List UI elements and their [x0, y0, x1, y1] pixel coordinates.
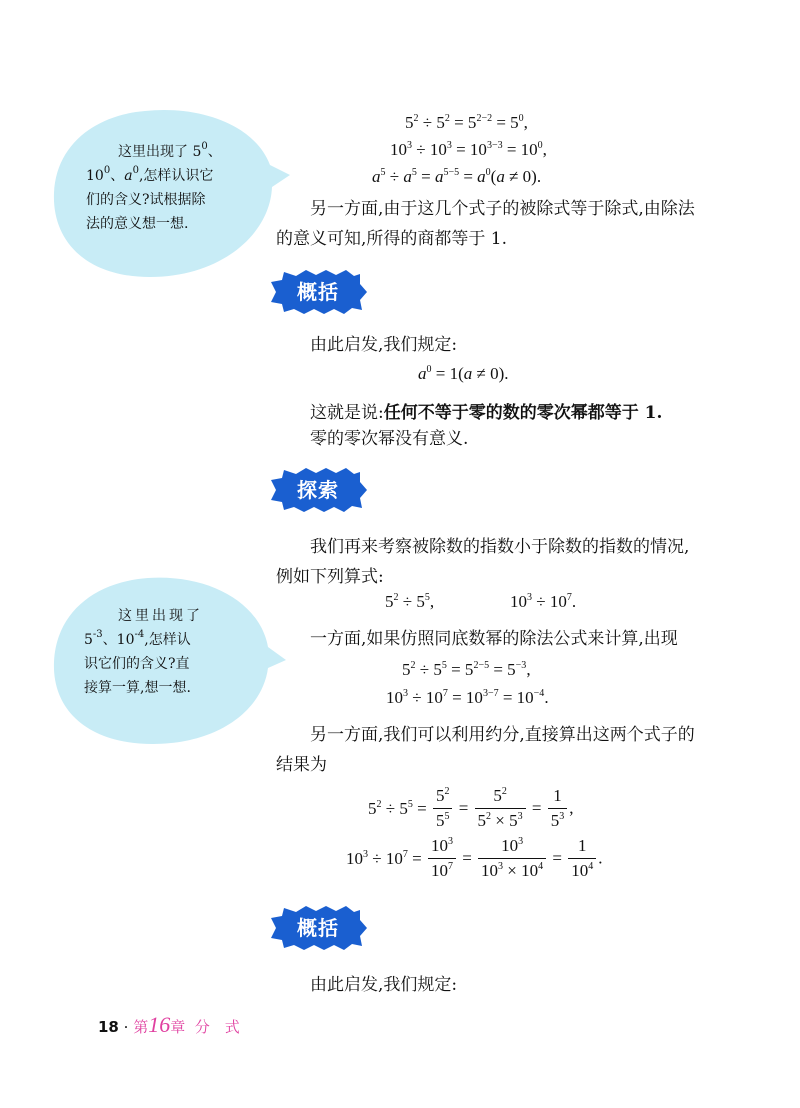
page-footer: 18 · 第16章 分 式 — [98, 1012, 240, 1037]
paragraph-reduction: 另一方面,我们可以利用约分,直接算出这两个式子的结果为 — [276, 725, 695, 775]
statement-zero-zero: 零的零次幂没有意义. — [310, 429, 469, 449]
statement-zero-power: 这就是说:任何不等于零的数的零次幂都等于 1. — [310, 403, 663, 423]
eq3-row-2: $10^3 \div 10^7 = 10^{3-7} = 10^{-4}$. — [386, 688, 549, 707]
fraction: $\frac{5^2}{5^5}$ — [433, 786, 453, 831]
fraction: $\frac{5^2}{5^2 \times 5^3}$ — [475, 786, 526, 831]
rule-intro-2: 由此启发,我们规定: — [310, 975, 458, 995]
badge-summary-1: 概括 — [268, 270, 368, 314]
page-number: 18 — [98, 1018, 119, 1036]
frac-row-1: $5^2 \div 5^5$ = $\frac{5^2}{5^5}$ = $\frac{5^2}{5^2 \times 5^3}$ = $\frac{1}{5^3}$ , — [368, 786, 574, 830]
eq-example-b: $10^3 \div 10^7$. — [510, 592, 577, 611]
fraction: $\frac{10^3}{10^7}$ — [428, 836, 456, 881]
fraction: $\frac{10^3}{10^3 \times 10^4}$ — [478, 836, 546, 881]
eq-example-a: $5^2 \div 5^5$, — [385, 592, 435, 611]
bubble-2-text: 这里出现了 $5^{-3}$、$10^{-4}$,怎样认 识它们的含义?直 接算一算,想一想. — [84, 608, 203, 696]
eq-row-2: $10^3 \div 10^3 = 10^{3-3} = 10^0$, — [390, 140, 547, 159]
badge-summary-2: 概括 — [268, 906, 368, 950]
frac-row-2: $10^3 \div 10^7$ = $\frac{10^3}{10^7}$ = $\frac{10^3}{10^3 \times 10^4}$ = $\frac{1}{10^4}$ . — [346, 836, 603, 880]
fraction: $\frac{1}{5^3}$ — [548, 786, 568, 831]
rule-intro-1: 由此启发,我们规定: — [310, 335, 458, 355]
eq-row-3: $a^5 \div a^5 = a^{5-5} = a^0(a \ne 0)$. — [372, 167, 542, 186]
paragraph-division-meaning: 另一方面,由于这几个式子的被除式等于除式,由除法的意义可知,所得的商都等于 1. — [276, 199, 695, 249]
line-method: 一方面,如果仿照同底数幂的除法公式来计算,出现 — [310, 629, 678, 649]
eq-row-1: $5^2 \div 5^2 = 5^{2-2} = 5^0$, — [405, 113, 528, 132]
chapter-label: 第16章 分 式 — [133, 1012, 240, 1037]
fraction: $\frac{1}{10^4}$ — [568, 836, 596, 881]
bubble-1-text: 这里出现了 $5^0$、 $10^0$、$a^0$,怎样认识它 们的含义?试根据除 法的意义想一想. — [86, 141, 222, 232]
eq3-row-1: $5^2 \div 5^5 = 5^{2-5} = 5^{-3}$, — [402, 660, 531, 679]
rule-zero-exponent: $a^0 = 1(a \ne 0)$. — [418, 364, 509, 383]
paragraph-explore: 我们再来考察被除数的指数小于除数的指数的情况,例如下列算式: — [276, 537, 690, 587]
badge-explore: 探索 — [268, 468, 368, 512]
